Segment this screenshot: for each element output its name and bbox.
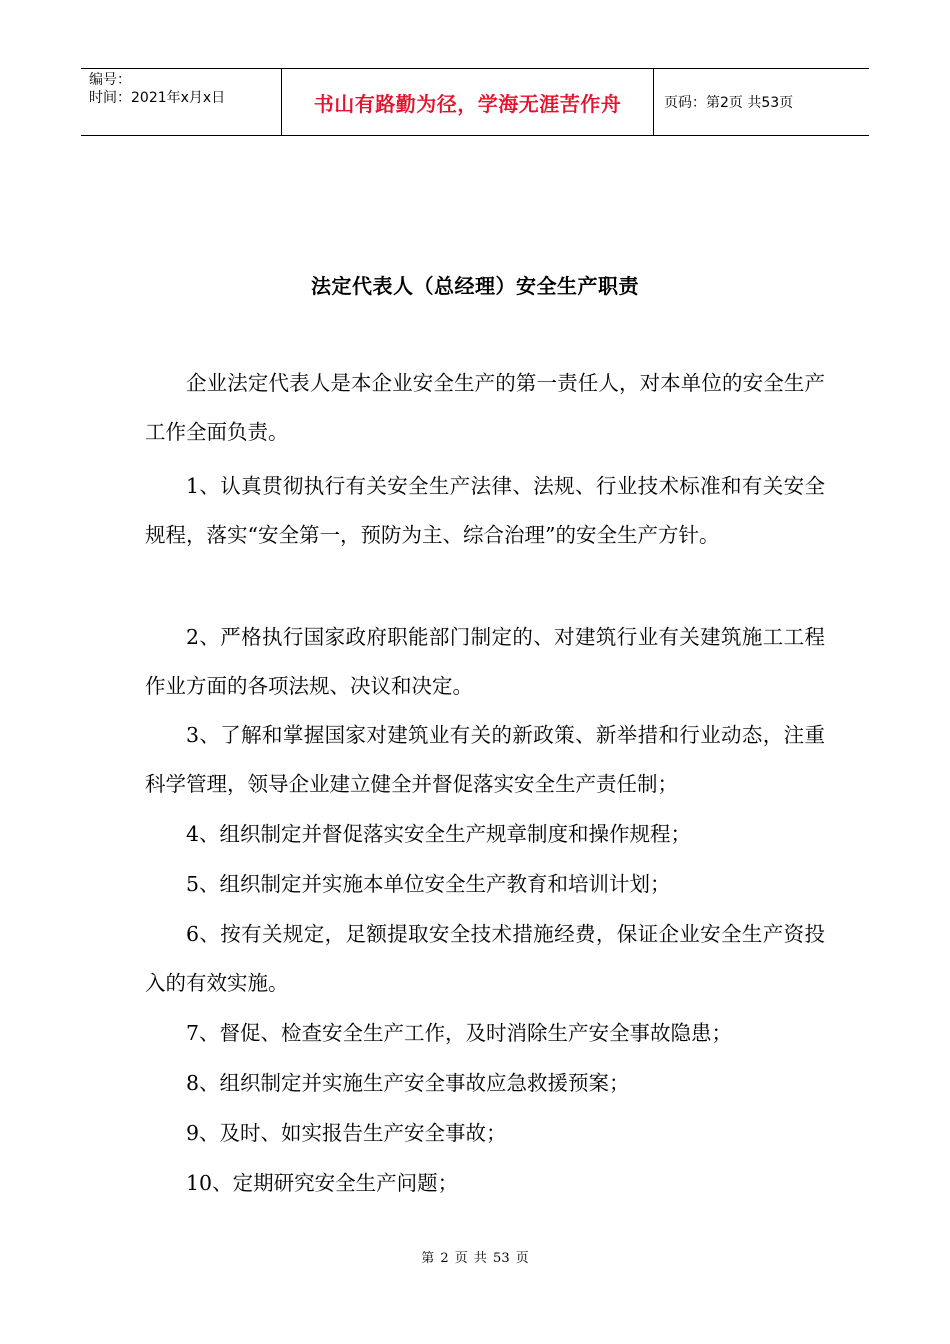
paragraph-item-10: 10、定期研究安全生产问题；	[186, 1171, 459, 1195]
page-footer: 第 2 页 共 53 页	[421, 1251, 529, 1266]
motto-text: 书山有路勤为径，学海无涯苦作舟	[313, 91, 622, 116]
page-number-label: 页码：第2页 共53页	[664, 95, 794, 111]
paragraph-item-8: 8、组织制定并实施生产安全事故应急救援预案；	[186, 1071, 630, 1095]
paragraph-item-6: 6、按有关规定，足额提取安全技术措施经费，保证企业安全生产资投入的有效实施。	[145, 922, 825, 995]
header-page-cell	[654, 69, 869, 135]
paragraph-item-5: 5、组织制定并实施本单位安全生产教育和培训计划；	[186, 872, 671, 896]
paragraph-item-3: 3、了解和掌握国家对建筑业有关的新政策、新举措和行业动态，注重科学管理，领导企业建立健全并督促落实安全生产责任制；	[145, 723, 825, 796]
paragraph-item-1: 1、认真贯彻执行有关安全生产法律、法规、行业技术标准和有关安全规程，落实“安全第一，预防为主、综合治理”的安全生产方针。	[145, 474, 825, 547]
paragraph-item-2: 2、严格执行国家政府职能部门制定的、对建筑行业有关建筑施工工程作业方面的各项法规、决议和决定。	[145, 625, 825, 698]
header-info-cell	[81, 69, 282, 135]
paragraph-item-4: 4、组织制定并督促落实安全生产规章制度和操作规程；	[186, 822, 692, 846]
page-header	[81, 68, 869, 136]
paragraph-item-7: 7、督促、检查安全生产工作，及时消除生产安全事故隐患；	[186, 1021, 733, 1045]
header-motto-cell	[282, 69, 654, 135]
date-label: 时间：2021年x月x日	[89, 90, 226, 106]
number-label: 编号：	[89, 72, 131, 88]
paragraph-item-9: 9、及时、如实报告生产安全事故；	[186, 1121, 507, 1145]
paragraph-intro: 企业法定代表人是本企业安全生产的第一责任人，对本单位的安全生产工作全面负责。	[145, 371, 825, 444]
document-title: 法定代表人（总经理）安全生产职责	[311, 274, 639, 298]
